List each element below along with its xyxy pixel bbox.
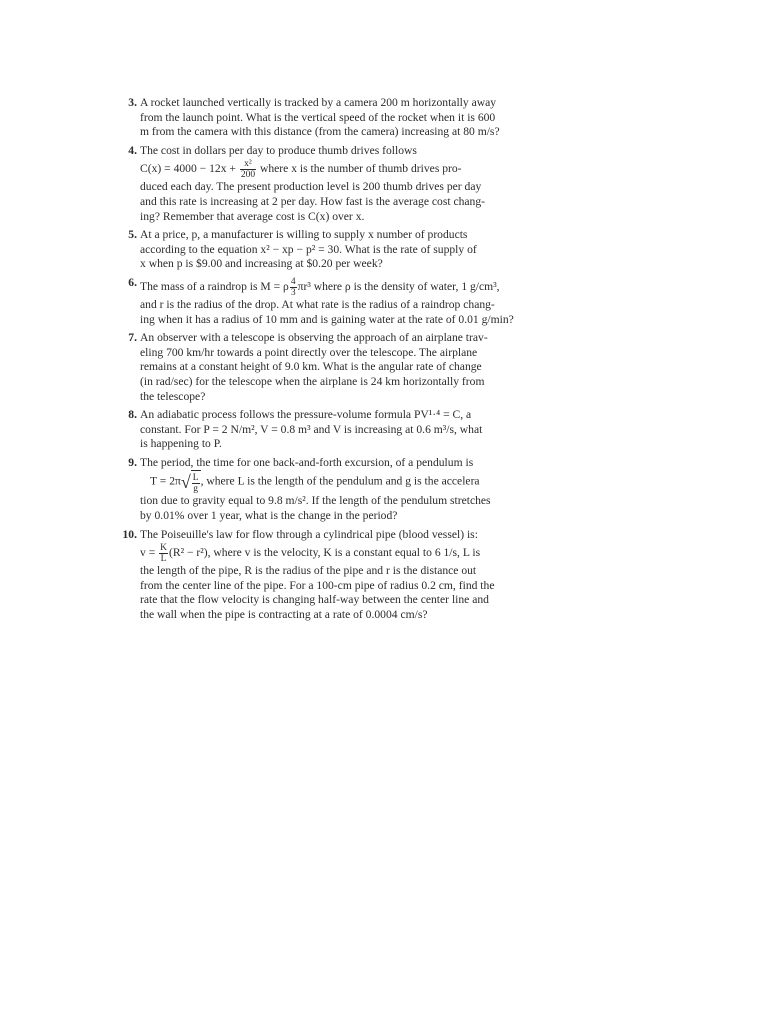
problem-number: 4. <box>128 143 137 157</box>
fraction <box>159 543 168 564</box>
fraction-denominator: 3 <box>290 287 296 298</box>
problem-text-line: the length of the pipe, R is the radius of the pipe and r is the distance out <box>140 564 477 578</box>
problem-text-line: the telescope? <box>140 389 206 403</box>
equation-line <box>140 542 550 564</box>
problem-number: 8. <box>128 408 137 422</box>
equation-line <box>140 158 550 180</box>
equation-prefix: C(x) = 4000 − 12x + <box>140 162 239 176</box>
problem-4 <box>120 144 550 224</box>
problem-list <box>120 96 550 625</box>
equation-prefix: The mass of a raindrop is M = ρ <box>140 279 289 293</box>
square-root <box>181 470 201 494</box>
equation-line <box>140 470 550 494</box>
fraction-denominator: L <box>160 554 167 565</box>
fraction-numerator: K <box>160 543 168 554</box>
problem-3 <box>120 96 550 140</box>
problem-text-line: is happening to P. <box>140 437 222 451</box>
fraction <box>192 473 200 494</box>
problem-text-line: according to the equation x² − xp − p² = 30. What is the rate of supply of <box>140 242 477 256</box>
problem-text-line: the wall when the pipe is contracting at a rate of 0.0004 cm/s? <box>140 608 428 622</box>
problem-number: 5. <box>128 228 137 242</box>
problem-text-line: At a price, p, a manufacturer is willing to supply x number of products <box>140 228 468 242</box>
radical-sign-icon: √ <box>180 472 191 493</box>
problem-text-line: remains at a constant height of 9.0 km. What is the angular rate of change <box>140 360 482 374</box>
problem-6 <box>120 276 550 327</box>
problem-5 <box>120 228 550 272</box>
problem-text-line: and this rate is increasing at 2 per day. How fast is the average cost chang- <box>140 194 486 208</box>
problem-text-line: from the launch point. What is the vertical speed of the rocket when it is 600 <box>140 110 496 124</box>
problem-number: 10. <box>122 527 137 541</box>
fraction-numerator: 4 <box>290 276 296 287</box>
problem-text-line: m from the camera with this distance (from the camera) increasing at 80 m/s? <box>140 125 500 139</box>
fraction <box>240 159 256 180</box>
equation-line <box>140 276 550 298</box>
problem-7 <box>120 331 550 404</box>
problem-number: 6. <box>128 275 137 289</box>
problem-text-line: The cost in dollars per day to produce thumb drives follows <box>140 143 417 157</box>
problem-number: 9. <box>128 455 137 469</box>
problem-text-line: A rocket launched vertically is tracked by a camera 200 m horizontally away <box>140 96 497 109</box>
problem-text-line: ing when it has a radius of 10 mm and is gaining water at the rate of 0.01 g/min? <box>140 312 514 326</box>
problem-text-line: ing? Remember that average cost is C(x) over x. <box>140 209 365 223</box>
fraction-denominator: 200 <box>240 170 256 181</box>
problem-10 <box>120 528 550 623</box>
equation-suffix: where x is the number of thumb drives pro- <box>257 162 462 176</box>
problem-text-line: x when p is $9.00 and increasing at $0.20 per week? <box>140 257 383 271</box>
problem-text-line: (in rad/sec) for the telescope when the airplane is 24 km horizontally from <box>140 374 485 388</box>
radicand <box>191 470 201 494</box>
equation-prefix: v = <box>140 546 159 560</box>
fraction-numerator: x² <box>240 159 256 170</box>
problem-number: 3. <box>128 96 137 109</box>
problem-9 <box>120 456 550 524</box>
problem-text-line: from the center line of the pipe. For a 100-cm pipe of radius 0.2 cm, find the <box>140 578 495 592</box>
equation-suffix: , where L is the length of the pendulum and g is the accelera <box>200 475 480 489</box>
problem-text-line: eling 700 km/hr towards a point directly over the telescope. The airplane <box>140 345 478 359</box>
problem-text-line: An observer with a telescope is observing the approach of an airplane trav- <box>140 331 488 345</box>
fraction-denominator: g <box>193 484 199 495</box>
problem-text-line: The period, the time for one back-and-forth excursion, of a pendulum is <box>140 455 474 469</box>
problem-text-line: constant. For P = 2 N/m², V = 0.8 m³ and V is increasing at 0.6 m³/s, what <box>140 422 483 436</box>
fraction-numerator: L <box>192 473 199 484</box>
problem-text-line: An adiabatic process follows the pressure-volume formula PV¹·⁴ = C, a <box>140 408 472 422</box>
problem-text-line: by 0.01% over 1 year, what is the change in the period? <box>140 509 398 523</box>
problem-text-line: and r is the radius of the drop. At what rate is the radius of a raindrop chang- <box>140 297 495 311</box>
problem-8 <box>120 408 550 452</box>
equation-suffix: πr³ where ρ is the density of water, 1 g/cm³, <box>297 279 500 293</box>
equation-suffix: (R² − r²), where v is the velocity, K is a constant equal to 6 1/s, L is <box>169 546 481 560</box>
problem-text-line: The Poiseuille's law for flow through a cylindrical pipe (blood vessel) is: <box>140 527 478 541</box>
problem-text-line: rate that the flow velocity is changing half-way between the center line and <box>140 593 489 607</box>
equation-prefix: T = 2π <box>150 475 181 489</box>
problem-number: 7. <box>128 331 137 345</box>
problem-text-line: tion due to gravity equal to 9.8 m/s². If the length of the pendulum stretches <box>140 494 491 508</box>
problem-text-line: duced each day. The present production level is 200 thumb drives per day <box>140 180 482 194</box>
fraction <box>290 277 297 298</box>
